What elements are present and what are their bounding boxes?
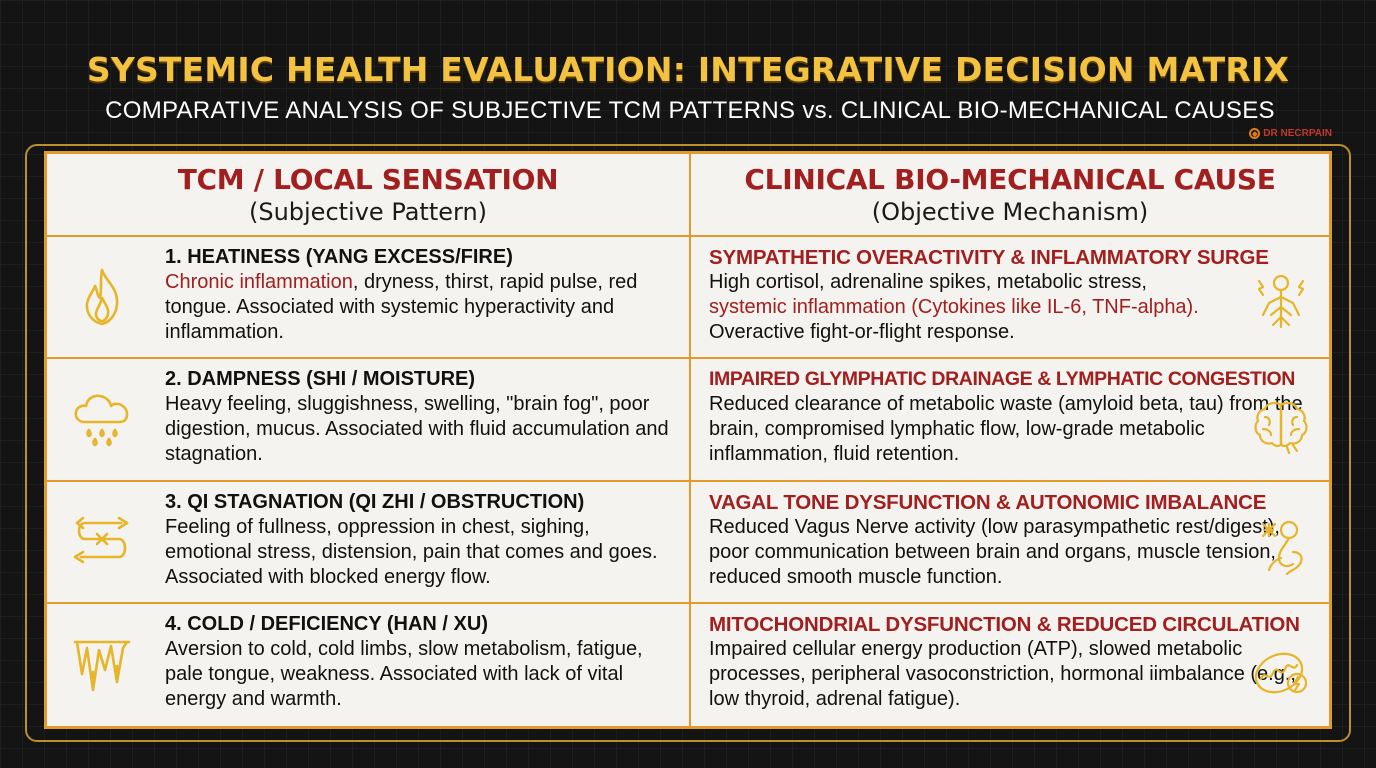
row-heatiness-text: , dryness, thirst, rapid pulse, red tongue. Associated with systemic hyperactivity and inflammation. xyxy=(165,271,638,343)
header-clinical-subtitle: (Objective Mechanism) xyxy=(871,198,1149,226)
row-qi-stagnation-body: Feeling of fullness, oppression in chest, sighing, emotional stress, distension, pain that comes and goes. Associated with blocked energy flow. xyxy=(165,515,658,588)
row-dampness-title: 2. DAMPNESS (SHI / MOISTURE) xyxy=(165,368,476,391)
row-heatiness-clinical-title: SYMPATHETIC OVERACTIVITY & INFLAMMATORY SURGE xyxy=(709,246,1269,269)
row-heatiness-clinical-body xyxy=(709,270,1315,345)
row-heatiness-clinical xyxy=(691,237,1329,359)
row-heatiness-tcm xyxy=(47,237,691,359)
page-title: SYSTEMIC HEALTH EVALUATION: INTEGRATIVE DECISION MATRIX xyxy=(86,50,1290,89)
row-heatiness-title: 1. HEATINESS (YANG EXCESS/FIRE) xyxy=(165,246,513,268)
row-cold-clinical-body: Impaired cellular energy production (ATP), slowed metabolic processes, peripheral vasoconstriction, hormonal iimbalance (e.g., low thyroid, adrenal fatigue). xyxy=(709,637,1296,710)
brand-name: DR NECRPAIN xyxy=(1263,128,1332,139)
row-qi-stagnation-title: 3. QI STAGNATION (QI ZHI / OBSTRUCTION) xyxy=(165,490,585,513)
header-tcm xyxy=(47,154,691,237)
row-heatiness-highlight: Chronic inflammation xyxy=(165,271,353,293)
rain-cloud-icon xyxy=(69,386,135,452)
row-dampness-body: Heavy feeling, sluggishness, swelling, "brain fog", poor digestion, mucus. Associated with fluid accumulation and stagnation. xyxy=(165,393,669,466)
row-qi-stagnation-clinical xyxy=(691,482,1329,604)
row-heatiness-clinical-text-1: High cortisol, adrenaline spikes, metabolic stress, xyxy=(709,271,1147,293)
row-qi-stagnation-clinical-body: Reduced Vagus Nerve activity (low parasympathetic rest/digest), poor communication between brain and organs, muscle tension, reduced smooth muscle function. xyxy=(709,515,1280,588)
row-heatiness-clinical-text-2: Overactive fight-or-flight response. xyxy=(709,321,1015,343)
row-dampness-clinical xyxy=(691,359,1329,481)
row-heatiness-clinical-highlight: systemic inflammation (Cytokines like IL-6, TNF-alpha). xyxy=(709,296,1199,318)
mitochondria-icon xyxy=(1249,639,1313,703)
blocked-flow-arrows-icon xyxy=(69,509,135,575)
page-subtitle: COMPARATIVE ANALYSIS OF SUBJECTIVE TCM PATTERNS vs. CLINICAL BIO-MECHANICAL CAUSES xyxy=(105,97,1275,124)
row-cold-title: 4. COLD / DEFICIENCY (HAN / XU) xyxy=(165,612,488,635)
icicle-icon xyxy=(69,632,135,698)
row-heatiness-body xyxy=(165,270,679,345)
header-clinical xyxy=(691,154,1329,237)
row-dampness-clinical-body: Reduced clearance of metabolic waste (amyloid beta, tau) from the brain, compromised lymphatic flow, low-grade metabolic inflammation, fluid retention. xyxy=(709,393,1303,466)
row-cold-clinical xyxy=(691,604,1329,726)
header-tcm-title: TCM / LOCAL SENSATION xyxy=(177,163,559,196)
row-dampness-tcm xyxy=(47,359,691,481)
row-qi-stagnation-tcm xyxy=(47,482,691,604)
vagus-nerve-icon xyxy=(1249,516,1313,580)
header-tcm-subtitle: (Subjective Pattern) xyxy=(248,198,488,226)
brand-logo-icon: ◆ xyxy=(1249,128,1260,139)
header-clinical-title: CLINICAL BIO-MECHANICAL CAUSE xyxy=(744,163,1276,196)
decision-matrix-table xyxy=(44,151,1332,729)
flame-icon xyxy=(69,264,135,330)
brand-mark xyxy=(1249,128,1332,139)
nervous-system-icon xyxy=(1249,271,1313,335)
row-dampness-clinical-title: IMPAIRED GLYMPHATIC DRAINAGE & LYMPHATIC CONGESTION xyxy=(709,368,1295,391)
row-cold-clinical-title: MITOCHONDRIAL DYSFUNCTION & REDUCED CIRCULATION xyxy=(709,612,1300,636)
row-cold-body: Aversion to cold, cold limbs, slow metabolism, fatigue, pale tongue, weakness. Associated with lack of vital energy and warmth. xyxy=(165,637,643,710)
brain-icon xyxy=(1249,393,1313,457)
row-qi-stagnation-clinical-title: VAGAL TONE DYSFUNCTION & AUTONOMIC IMBALANCE xyxy=(709,490,1267,514)
row-cold-tcm xyxy=(47,604,691,726)
